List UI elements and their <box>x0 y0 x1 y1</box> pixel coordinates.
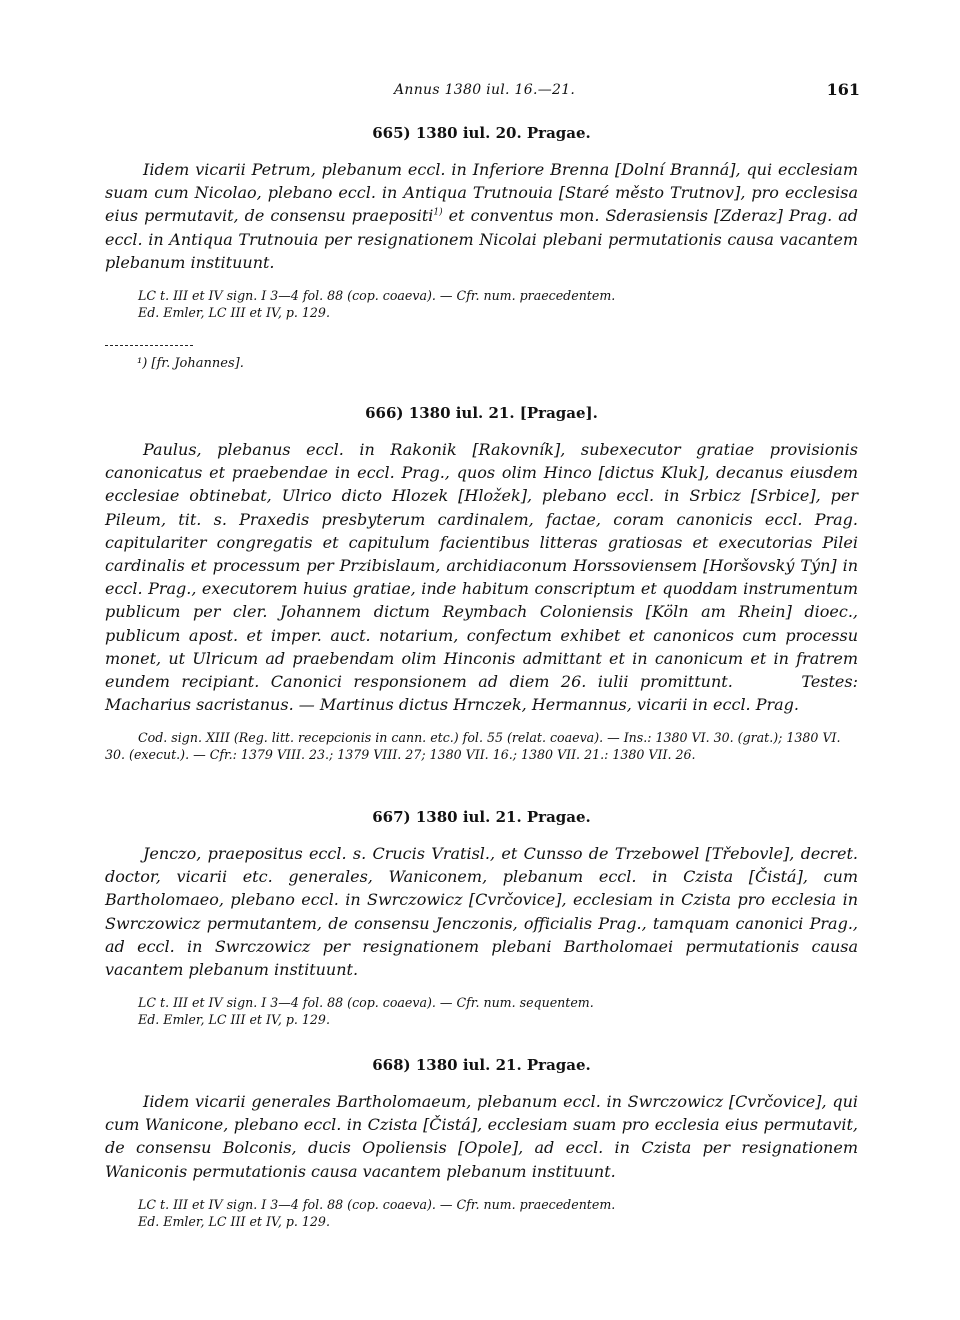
entry-number: 668) <box>372 1056 411 1074</box>
entry-date-place: 1380 iul. 20. Pragae. <box>415 124 591 142</box>
page-number: 161 <box>826 80 860 99</box>
entry-text <box>105 158 858 274</box>
running-head-title: Annus 1380 iul. 16.—21. <box>394 82 576 98</box>
entry-text: Iidem vicarii generales Bartholomaeum, plebanum eccl. in Swrczowicz [Cvrčovice], qui cum Wanicone, plebano eccl. in Czista [Čistá], ecclesiam suam pro ecclesia eius permutavit, de consensu Bolconis, ducis Opoliensis [Opole], ad eccl. in Czista per resignationem Waniconis permutationis causa vacantem plebanum instituunt. <box>105 1092 858 1181</box>
reference-line: LC t. III et IV sign. I 3—4 fol. 88 (cop. coaeva). — Cfr. num. sequentem. <box>138 995 594 1011</box>
entry-text: Jenczo, praepositus eccl. s. Crucis Vratisl., et Cunsso de Trzebowel [Třebovle], decret. doctor, vicarii etc. generales, Waniconem, plebanum eccl. in Czista [Čistá], cum Bartholomaeo, plebano eccl. in Swrczowicz [Cvrčovice], ecclesiam in Czista pro ecclesia in Swrczowicz permutantem, de consensu Jenczonis, officialis Prag., tamquam canonici Prag., ad eccl. in Swrczowicz per resignationem plebani Bartholomaei permutationis causa vacantem plebanum instituunt. <box>105 844 858 980</box>
reference-line: LC t. III et IV sign. I 3—4 fol. 88 (cop. coaeva). — Cfr. num. praecedentem. <box>138 1196 616 1212</box>
entry-heading <box>105 404 858 422</box>
entry-text <box>105 438 858 716</box>
entry-heading <box>105 1056 858 1074</box>
entry-667 <box>105 808 858 1028</box>
entry-text-part: et conventus mon. Sderasiensis [Zderaz] Prag. ad eccl. in Antiqua Trutnouia per resignationem Nicolai plebani permutationis causa vacantem plebanum instituunt. <box>105 206 859 272</box>
entry-668 <box>105 1056 858 1230</box>
entry-666 <box>105 404 858 763</box>
entry-date-place: 1380 iul. 21. [Pragae]. <box>408 404 598 422</box>
entry-references <box>105 287 858 321</box>
reference-line: Cod. sign. XIII (Reg. litt. recepcionis in cann. etc.) fol. 55 (relat. coaeva). — Ins.: 1380 VI. 30. (grat.); 1380 VI. 30. (execut.). — Cfr.: 1379 VIII. 23.; 1379 VIII. 27; 1380 VII. 16.; 1380 VII. 21.: 1380 VII. 26. <box>105 730 841 763</box>
entry-number: 665) <box>372 124 411 142</box>
entry-heading <box>105 124 858 142</box>
footnote: ¹) [fr. Johannes]. <box>137 356 244 371</box>
reference-line: Ed. Emler, LC III et IV, p. 129. <box>138 305 330 321</box>
entry-number: 666) <box>365 404 404 422</box>
entry-text-part: Paulus, plebanus eccl. in Rakonik [Rakovník], subexecutor gratiae provisionis canonicatus et praebendae in eccl. Prag., quos olim Hinco [dictus Kluk], decanus eiusdem ecclesiae obtinebat, Ulrico dicto Hlozek [Hložek], plebano eccl. in Srbicz [Srbice], per Pileum, tit. s. Praxedis presbyterum cardinalem, factae, coram canonicis eccl. Prag. capitulariter congregatis et capitulum facientibus litteras gratiosas et executorias Pilei cardinalis et processum per Przibislaum, archidiaconum Horssoviensem [Horšovský Týn] in eccl. Prag., executorem huius gratiae, inde habitum conscriptum et quoddam instrumentum publicum per cler. Johannem dictum Reymbach Coloniensis [Köln am Rhein] dioec., publicum apost. et imper. auct. notarium, confectum exhibet et canonicos cum processu monet, ut Ulricum ad praebendam olim Hinconis admittant et in canonicum et in fratrem eundem recipiant. Canonici responsionem ad diem 26. iulii promittunt. <box>105 440 858 692</box>
entry-text-part: Iidem vicarii Petrum, plebanum eccl. in Inferiore Brenna [Dolní Branná], qui ecclesiam suam cum Nicolao, plebano eccl. in Antiqua Trutnouia [Staré město Trutnov], pro ecclesisa eius permutavit, de consensu praepositi <box>105 160 858 226</box>
running-head <box>0 82 960 104</box>
entry-date-place: 1380 iul. 21. Pragae. <box>415 1056 591 1074</box>
entry-references <box>105 1196 858 1230</box>
reference-line: LC t. III et IV sign. I 3—4 fol. 88 (cop. coaeva). — Cfr. num. praecedentem. <box>138 288 616 304</box>
entry-heading <box>105 808 858 826</box>
entry-665 <box>105 124 858 321</box>
entry-references <box>105 994 858 1028</box>
entry-date-place: 1380 iul. 21. Pragae. <box>415 808 591 826</box>
entry-testes: Testes: Macharius sacristanus. — Martinus dictus Hrnczek, Hermannus, vicarii in eccl. Prag. <box>105 672 858 715</box>
entry-number: 667) <box>372 808 411 826</box>
entry-references <box>105 729 858 763</box>
reference-line: Ed. Emler, LC III et IV, p. 129. <box>138 1012 330 1028</box>
footnote-rule <box>105 345 193 346</box>
footnote-marker: 1) <box>433 208 443 219</box>
reference-line: Ed. Emler, LC III et IV, p. 129. <box>138 1213 330 1229</box>
